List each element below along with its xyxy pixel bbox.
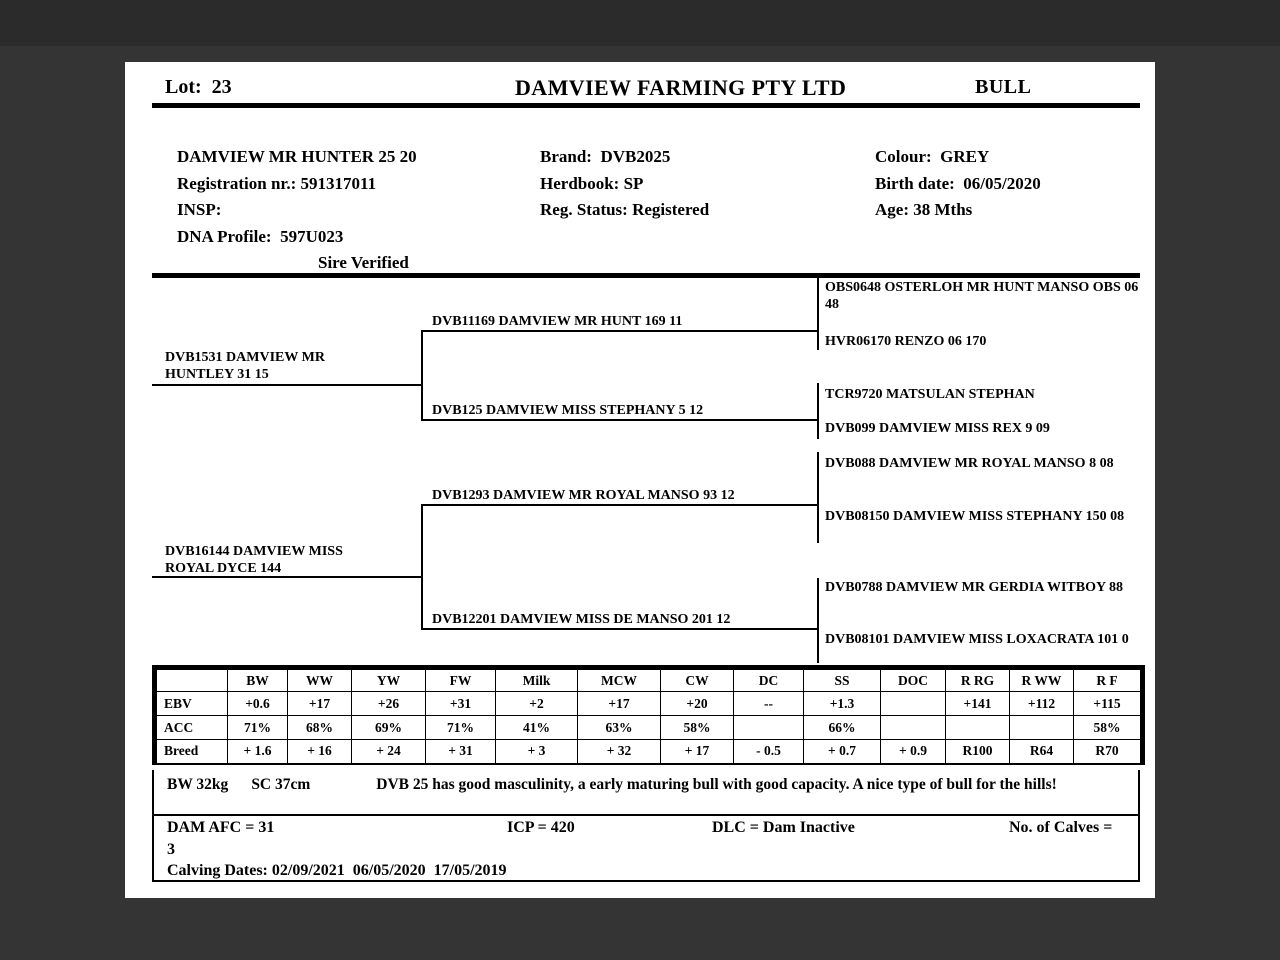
ebv-cell: +17 — [288, 692, 352, 716]
ebv-cell: 63% — [578, 716, 661, 740]
dam-stats-box — [152, 814, 1140, 882]
sire-verified-note: Sire Verified — [318, 253, 409, 272]
ebv-cell: -- — [734, 692, 804, 716]
ebv-column-header: CW — [661, 668, 734, 692]
pedigree-connector — [817, 278, 819, 350]
pedigree-sire-sire-sire: OBS0648 OSTERLOH MR HUNT MANSO OBS 06 48 — [825, 280, 1139, 312]
ebv-row-label: Breed — [155, 740, 228, 764]
pedigree-connector — [817, 383, 819, 439]
ebv-cell: +2 — [496, 692, 578, 716]
ebv-cell: +17 — [578, 692, 661, 716]
ebv-cell: + 3 — [496, 740, 578, 764]
birth-weight: BW 32kg — [167, 776, 229, 793]
ebv-column-header: R RG — [946, 668, 1010, 692]
ebv-column-header: R F — [1074, 668, 1143, 692]
ebv-cell: R100 — [946, 740, 1010, 764]
ebv-column-header: BW — [228, 668, 288, 692]
ebv-column-header: SS — [804, 668, 881, 692]
pedigree-connector — [421, 504, 423, 630]
pedigree-connector — [421, 330, 423, 421]
age-field: Age: 38 Mths — [875, 200, 973, 219]
ebv-cell: + 31 — [426, 740, 496, 764]
ebv-cell: +26 — [352, 692, 426, 716]
ebv-column-header — [155, 668, 228, 692]
pedigree-dam-sire: DVB1293 DAMVIEW MR ROYAL MANSO 93 12 — [432, 488, 735, 503]
ebv-column-header: DOC — [881, 668, 946, 692]
pedigree-sire: DVB1531 DAMVIEW MR HUNTLEY 31 15 — [165, 350, 325, 382]
pedigree-connector — [817, 452, 819, 543]
pedigree-dam-dam-dam: DVB08101 DAMVIEW MISS LOXACRATA 101 0 — [825, 632, 1129, 647]
pedigree-line — [422, 504, 817, 506]
ebv-cell: R64 — [1010, 740, 1074, 764]
ebv-cell: + 1.6 — [228, 740, 288, 764]
dna-profile: DNA Profile: 597U023 — [177, 226, 344, 246]
pedigree-dam-sire-dam: DVB08150 DAMVIEW MISS STEPHANY 150 08 — [825, 509, 1125, 524]
pedigree-line — [152, 384, 422, 386]
ebv-cell: R70 — [1074, 740, 1143, 764]
ebv-cell: +31 — [426, 692, 496, 716]
pedigree-dam-dam: DVB12201 DAMVIEW MISS DE MANSO 201 12 — [432, 612, 731, 627]
ebv-cell: 68% — [288, 716, 352, 740]
pedigree-line — [422, 419, 817, 421]
header-rule — [152, 103, 1140, 108]
document-page — [125, 62, 1155, 898]
dlc-value: DLC = Dam Inactive — [712, 819, 855, 836]
ebv-cell: - 0.5 — [734, 740, 804, 764]
birth-date-field: Birth date: 06/05/2020 — [875, 173, 1041, 193]
ebv-cell: 71% — [426, 716, 496, 740]
animal-name: DAMVIEW MR HUNTER 25 20 — [177, 147, 417, 166]
viewer-top-strip — [0, 0, 1280, 46]
animal-details-middle — [540, 144, 709, 224]
ebv-cell: 69% — [352, 716, 426, 740]
ebv-cell: + 0.9 — [881, 740, 946, 764]
pedigree-sire-dam-sire: TCR9720 MATSULAN STEPHAN — [825, 387, 1035, 402]
ebv-column-header: DC — [734, 668, 804, 692]
pedigree-connector — [817, 578, 819, 663]
ebv-cell: + 16 — [288, 740, 352, 764]
ebv-cell: + 24 — [352, 740, 426, 764]
ebv-table-row — [155, 668, 1143, 692]
bull-description: DVB 25 has good masculinity, a early maturing bull with good capacity. A nice type of bull for the hills! — [376, 776, 1057, 793]
ebv-cell: + 0.7 — [804, 740, 881, 764]
ebv-column-header: FW — [426, 668, 496, 692]
pedigree-dam-dam-sire: DVB0788 DAMVIEW MR GERDIA WITBOY 88 — [825, 580, 1124, 595]
pedigree-sire-dam: DVB125 DAMVIEW MISS STEPHANY 5 12 — [432, 403, 704, 418]
pedigree-sire-dam-dam: DVB099 DAMVIEW MISS REX 9 09 — [825, 421, 1050, 436]
ebv-column-header: WW — [288, 668, 352, 692]
ebv-table-row — [155, 692, 1143, 716]
pedigree-top-rule — [152, 273, 1140, 278]
ebv-column-header: MCW — [578, 668, 661, 692]
insp-field: INSP: — [177, 200, 222, 219]
ebv-cell: 58% — [1074, 716, 1143, 740]
ebv-cell — [1010, 716, 1074, 740]
registration-number: Registration nr.: 591317011 — [177, 173, 377, 193]
ebv-cell: +1.3 — [804, 692, 881, 716]
pedigree-line — [422, 628, 817, 630]
ebv-cell: +141 — [946, 692, 1010, 716]
pedigree-dam: DVB16144 DAMVIEW MISS ROYAL DYCE 144 — [165, 544, 343, 576]
ebv-cell: 58% — [661, 716, 734, 740]
no-of-calves-value: 3 — [167, 841, 175, 858]
page-title: DAMVIEW FARMING PTY LTD — [515, 75, 847, 100]
ebv-cell: 71% — [228, 716, 288, 740]
ebv-cell: + 32 — [578, 740, 661, 764]
pedigree-line — [422, 330, 817, 332]
ebv-cell — [881, 716, 946, 740]
pedigree-dam-sire-sire: DVB088 DAMVIEW MR ROYAL MANSO 8 08 — [825, 456, 1114, 471]
ebv-cell: + 17 — [661, 740, 734, 764]
animal-details-right — [875, 144, 1041, 224]
scrotal-circumference: SC 37cm — [251, 776, 311, 793]
ebv-column-header: YW — [352, 668, 426, 692]
ebv-cell: +112 — [1010, 692, 1074, 716]
no-of-calves-label: No. of Calves = — [1009, 819, 1113, 836]
reg-status-field: Reg. Status: Registered — [540, 200, 710, 219]
colour-field: Colour: GREY — [875, 147, 990, 166]
comments-text — [167, 774, 1126, 795]
ebv-row-label: EBV — [155, 692, 228, 716]
ebv-cell: 41% — [496, 716, 578, 740]
pedigree-sire-sire-dam: HVR06170 RENZO 06 170 — [825, 334, 987, 349]
ebv-cell — [734, 716, 804, 740]
ebv-table-row — [155, 716, 1143, 740]
lot-number: Lot: 23 — [165, 76, 232, 98]
ebv-row-label: ACC — [155, 716, 228, 740]
ebv-cell — [881, 692, 946, 716]
animal-category: BULL — [975, 76, 1032, 98]
ebv-column-header: R WW — [1010, 668, 1074, 692]
ebv-cell: 66% — [804, 716, 881, 740]
ebv-cell: +0.6 — [228, 692, 288, 716]
ebv-cell — [946, 716, 1010, 740]
pedigree-line — [152, 576, 422, 578]
calving-dates: Calving Dates: 02/09/2021 06/05/2020 17/05/2019 — [167, 862, 507, 879]
ebv-cell: +115 — [1074, 692, 1143, 716]
ebv-table-row — [155, 740, 1143, 764]
animal-details-left — [177, 144, 417, 250]
herdbook-field: Herdbook: SP — [540, 173, 644, 193]
dam-afc: DAM AFC = 31 — [167, 819, 275, 836]
ebv-column-header: Milk — [496, 668, 578, 692]
pedigree-sire-sire: DVB11169 DAMVIEW MR HUNT 169 11 — [432, 314, 683, 329]
brand-field: Brand: DVB2025 — [540, 147, 671, 166]
comments-box — [152, 770, 1140, 816]
ebv-cell: +20 — [661, 692, 734, 716]
icp-value: ICP = 420 — [507, 819, 575, 836]
ebv-table — [152, 665, 1145, 765]
